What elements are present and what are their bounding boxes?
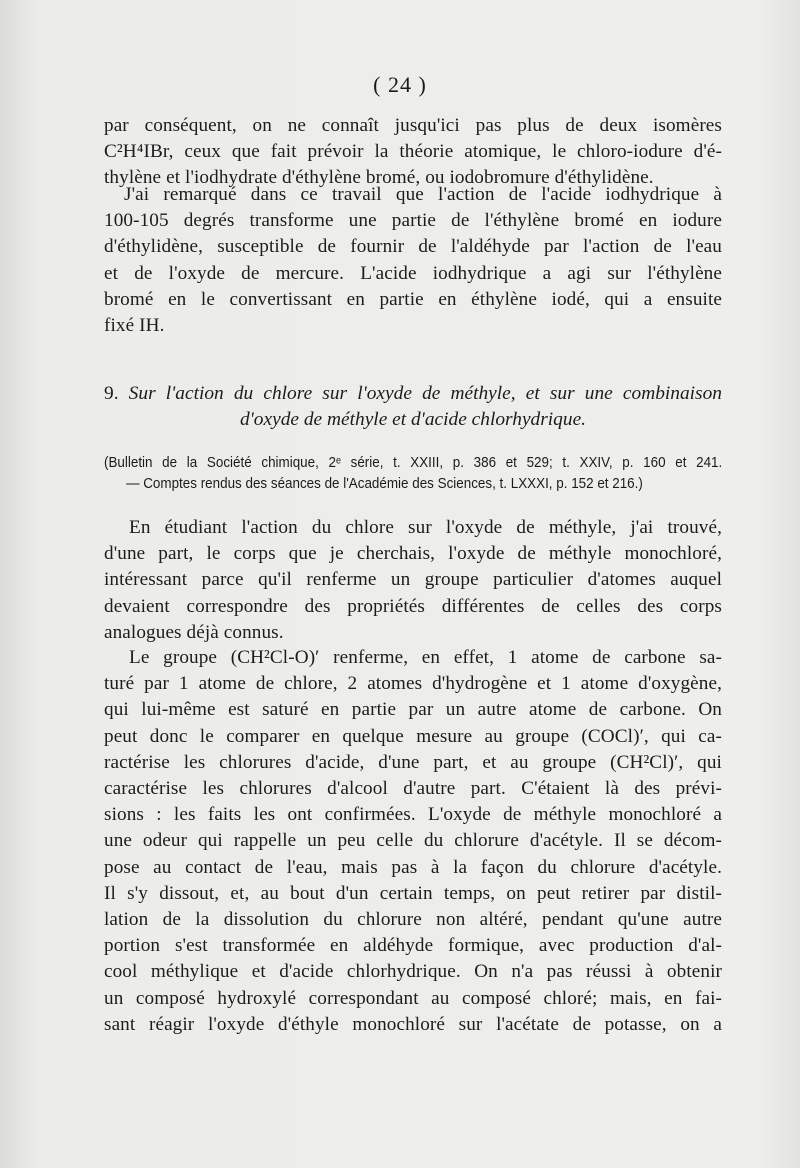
paragraph-iodhydrique (104, 182, 722, 339)
text-line: turé par 1 atome de chlore, 2 atomes d'hydrogène et 1 atome d'oxygène, (104, 673, 722, 695)
section-title-text-1: Sur l'action du chlore sur l'oxyde de méthyle, et sur une combinaison (128, 383, 722, 404)
text-line: et de l'oxyde de mercure. L'acide iodhydrique a agi sur l'éthylène (104, 262, 722, 284)
text-line: Il s'y dissout, et, au bout d'un certain temps, on peut retirer par distil- (104, 882, 722, 904)
paragraph-chlore (104, 515, 722, 646)
text-line: pose au contact de l'eau, mais pas à la façon du chlorure d'acétyle. (104, 856, 722, 878)
text-line: portion s'est transformée en aldéhyde formique, avec production d'al- (104, 935, 722, 957)
text-line: d'une part, le corps que je cherchais, l'oxyde de méthyle monochloré, (104, 543, 722, 565)
text-line: J'ai remarqué dans ce travail que l'action de l'acide iodhydrique à (124, 184, 722, 205)
text-line: sions : les faits les ont confirmées. L'oxyde de méthyle monochloré a (104, 804, 722, 826)
text-line: En étudiant l'action du chlore sur l'oxyde de méthyle, j'ai trouvé, (129, 517, 722, 538)
text-line: analogues déjà connus. (104, 621, 284, 643)
text-line: 100-105 degrés transforme une partie de l'éthylène bromé en iodure (104, 210, 722, 232)
text-line: qui lui-même est saturé en partie par un autre atome de carbone. On (104, 699, 722, 721)
section-title (104, 381, 722, 433)
text-line: peut donc le comparer en quelque mesure au groupe (COCl)′, qui ca- (104, 725, 722, 747)
text-line: Le groupe (CH²Cl-O)′ renferme, en effet, 1 atome de carbone sa- (129, 647, 722, 668)
text-line: ractérise les chlorures d'acide, d'une part, et au groupe (CH²Cl)′, qui (104, 751, 722, 773)
text-line: un composé hydroxylé correspondant au composé chloré; mais, en fai- (104, 987, 722, 1009)
biblio-line: — Comptes rendus des séances de l'Académie des Sciences, t. LXXXI, p. 152 et 216.) (126, 475, 643, 492)
text-line: intéressant parce qu'il renferme un groupe particulier d'atomes auquel (104, 569, 722, 591)
section-title-line-1 (104, 381, 722, 407)
text-line: devaient correspondre des propriétés différentes de celles des corps (104, 595, 722, 617)
section-title-line-2: d'oxyde de méthyle et d'acide chlorhydrique. (239, 409, 587, 430)
text-line: par conséquent, on ne connaît jusqu'ici pas plus de deux isomères (104, 115, 722, 136)
text-line: C²H⁴IBr, ceux que fait prévoir la théorie atomique, le chloro-iodure d'é- (104, 141, 722, 163)
biblio-line: (Bulletin de la Société chimique, 2ᵉ série, t. XXIII, p. 386 et 529; t. XXIV, p. 160 et 241. (104, 455, 723, 471)
text-line: thylène et l'iodhydrate d'éthylène bromé, ou iodobromure d'éthylidène. (104, 167, 654, 189)
page-number: ( 24 ) (373, 72, 427, 97)
text-line: lation de la dissolution du chlorure non altéré, pendant qu'une autre (104, 909, 722, 931)
text-line: bromé en le convertissant en partie en éthylène iodé, qui a ensuite (104, 288, 722, 310)
text-line: cool méthylique et d'acide chlorhydrique. On n'a pas réussi à obtenir (104, 961, 722, 983)
text-line: caractérise les chlorures d'alcool d'autre part. C'étaient là des prévi- (104, 778, 722, 800)
paragraph-groupe (104, 645, 722, 1038)
section-number: 9. (104, 383, 119, 404)
paragraph-continuation (104, 113, 722, 192)
text-line: fixé IH. (104, 315, 165, 337)
bibliographic-reference (104, 453, 722, 494)
text-line: une odeur qui rappelle un peu celle du chlorure d'acétyle. Il se décom- (104, 830, 722, 852)
text-line: d'éthylidène, susceptible de fournir de l'aldéhyde par l'action de l'eau (104, 236, 722, 258)
text-line: sant réagir l'oxyde d'éthyle monochloré sur l'acétate de potasse, on a (104, 1013, 722, 1035)
